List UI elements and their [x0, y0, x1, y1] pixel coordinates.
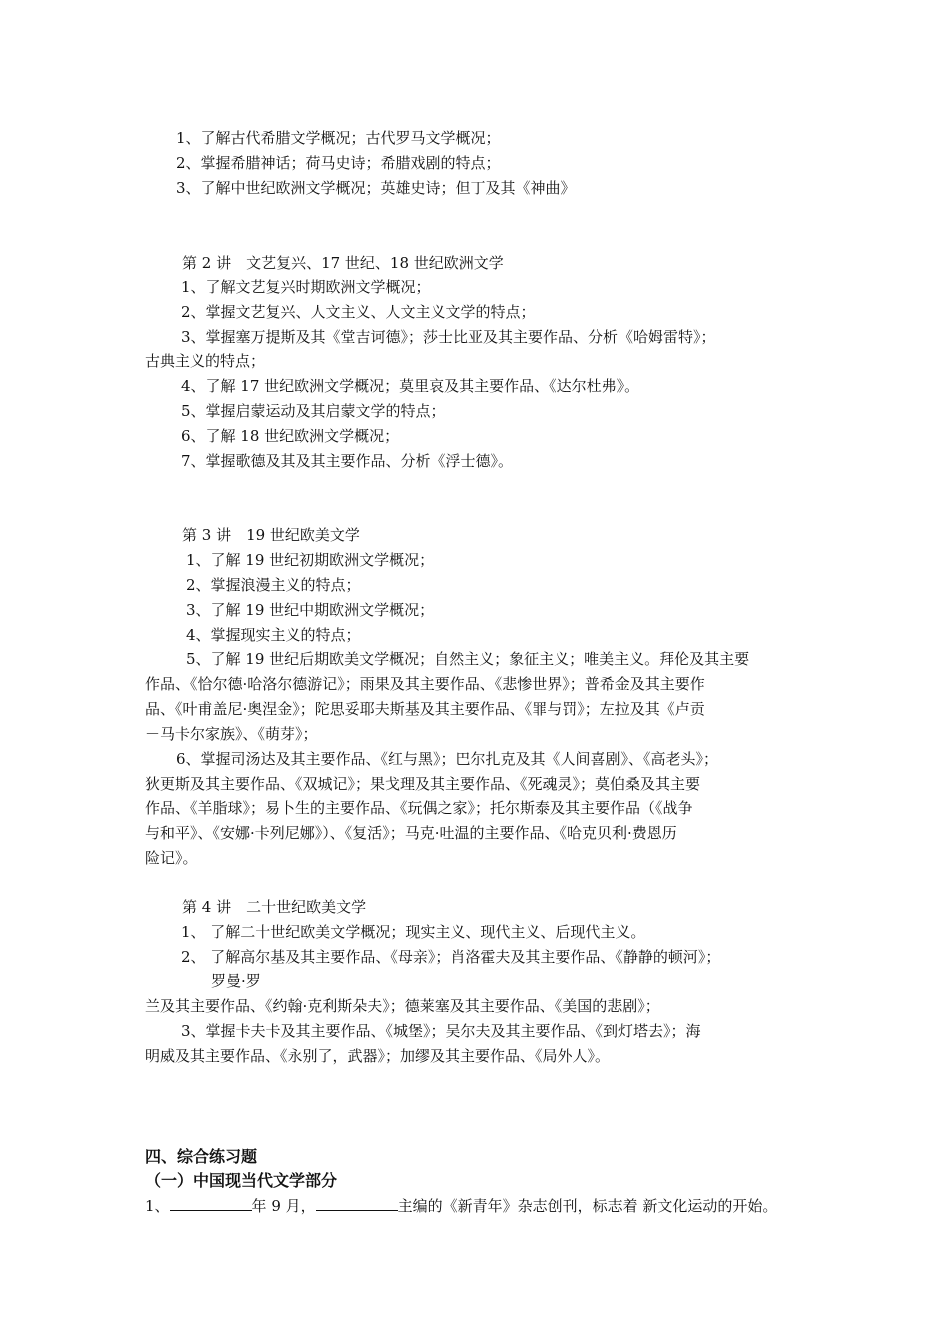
lecture4-title: 第 4 讲 二十世纪欧美文学	[182, 898, 367, 916]
lecture2-item-6: 6、了解 18 世纪欧洲文学概况；	[181, 427, 400, 445]
lecture2-item-2: 2、掌握文艺复兴、人文主义、人文主义文学的特点；	[181, 303, 536, 321]
answer-blank-editor[interactable]	[316, 1196, 398, 1211]
exercises-heading: 四、综合练习题	[145, 1147, 258, 1166]
lecture3-item-6-cont-4: 险记》。	[145, 849, 198, 867]
lecture4-item-3-cont: 明威及其主要作品、《永别了，武器》；加缪及其主要作品、《局外人》。	[145, 1047, 611, 1065]
exercises-subheading: （一）中国现当代文学部分	[145, 1171, 338, 1190]
lecture3-item-6: 6、掌握司汤达及其主要作品、《红与黑》；巴尔扎克及其《人间喜剧》、《高老头》；	[176, 750, 719, 768]
lecture3-item-6-cont-2: 作品、《羊脂球》；易卜生的主要作品、《玩偶之家》；托尔斯泰及其主要作品（《战争	[145, 799, 693, 817]
lecture4-item-1: 1、 了解二十世纪欧美文学概况；现实主义、现代主义、后现代主义。	[181, 923, 646, 941]
lecture3-item-6-cont-1: 狄更斯及其主要作品、《双城记》；果戈理及其主要作品、《死魂灵》；莫伯桑及其主要	[145, 775, 701, 793]
lecture3-item-5-cont-2: 品、《叶甫盖尼·奥涅金》；陀思妥耶夫斯基及其主要作品、《罪与罚》；左拉及其《卢贡	[145, 700, 705, 718]
question-1	[145, 1196, 777, 1216]
lecture2-item-4: 4、了解 17 世纪欧洲文学概况；莫里哀及其主要作品、《达尔杜弗》。	[181, 377, 640, 395]
lecture3-item-4: 4、掌握现实主义的特点；	[186, 626, 361, 644]
lecture3-item-1: 1、了解 19 世纪初期欧洲文学概况；	[186, 551, 435, 569]
lecture4-item-2-cont-1: 罗曼·罗	[211, 972, 261, 990]
lecture3-item-5-cont-1: 作品、《恰尔德·哈洛尔德游记》；雨果及其主要作品、《悲惨世界》；普希金及其主要作	[145, 675, 705, 693]
lecture2-item-7: 7、掌握歌德及其及其主要作品、分析《浮士德》。	[181, 452, 514, 470]
lecture3-item-5-cont-3: －马卡尔家族》、《萌芽》；	[145, 725, 318, 743]
question-1-text-2: 主编的《新青年》杂志创刊，标志着 新文化运动的开始。	[397, 1197, 778, 1215]
lecture4-item-2: 2、 了解高尔基及其主要作品、《母亲》；肖洛霍夫及其主要作品、《静静的顿河》；	[181, 948, 721, 966]
lecture2-item-3-cont: 古典主义的特点；	[145, 352, 266, 370]
answer-blank-year[interactable]	[170, 1196, 252, 1211]
lecture3-item-6-cont-3: 与和平》、《安娜·卡列尼娜》）、《复活》；马克·吐温的主要作品、《哈克贝利·费恩历	[145, 824, 677, 842]
lecture2-item-5: 5、掌握启蒙运动及其启蒙文学的特点；	[181, 402, 446, 420]
section1-item-3: 3、了解中世纪欧洲文学概况；英雄史诗；但丁及其《神曲》	[176, 179, 576, 197]
question-1-number: 1、	[145, 1197, 170, 1215]
lecture3-item-2: 2、掌握浪漫主义的特点；	[186, 576, 361, 594]
section1-item-1: 1、了解古代希腊文学概况；古代罗马文学概况；	[176, 129, 501, 147]
lecture3-item-5: 5、了解 19 世纪后期欧美文学概况；自然主义；象征主义；唯美主义。拜伦及其主要	[186, 650, 750, 668]
lecture3-item-3: 3、了解 19 世纪中期欧洲文学概况；	[186, 601, 435, 619]
lecture4-item-2-cont-2: 兰及其主要作品、《约翰·克利斯朵夫》；德莱塞及其主要作品、《美国的悲剧》；	[145, 997, 660, 1015]
lecture4-item-3: 3、掌握卡夫卡及其主要作品、《城堡》；吴尔夫及其主要作品、《到灯塔去》；海	[181, 1022, 701, 1040]
section1-item-2: 2、掌握希腊神话；荷马史诗；希腊戏剧的特点；	[176, 154, 501, 172]
lecture3-title: 第 3 讲 19 世纪欧美文学	[182, 526, 360, 544]
question-1-text-1: 年 9 月，	[251, 1197, 316, 1215]
lecture2-item-3: 3、掌握塞万提斯及其《堂吉诃德》；莎士比亚及其主要作品、分析《哈姆雷特》；	[181, 328, 716, 346]
lecture2-item-1: 1、了解文艺复兴时期欧洲文学概况；	[181, 278, 431, 296]
lecture2-title: 第 2 讲 文艺复兴、17 世纪、18 世纪欧洲文学	[182, 254, 504, 272]
